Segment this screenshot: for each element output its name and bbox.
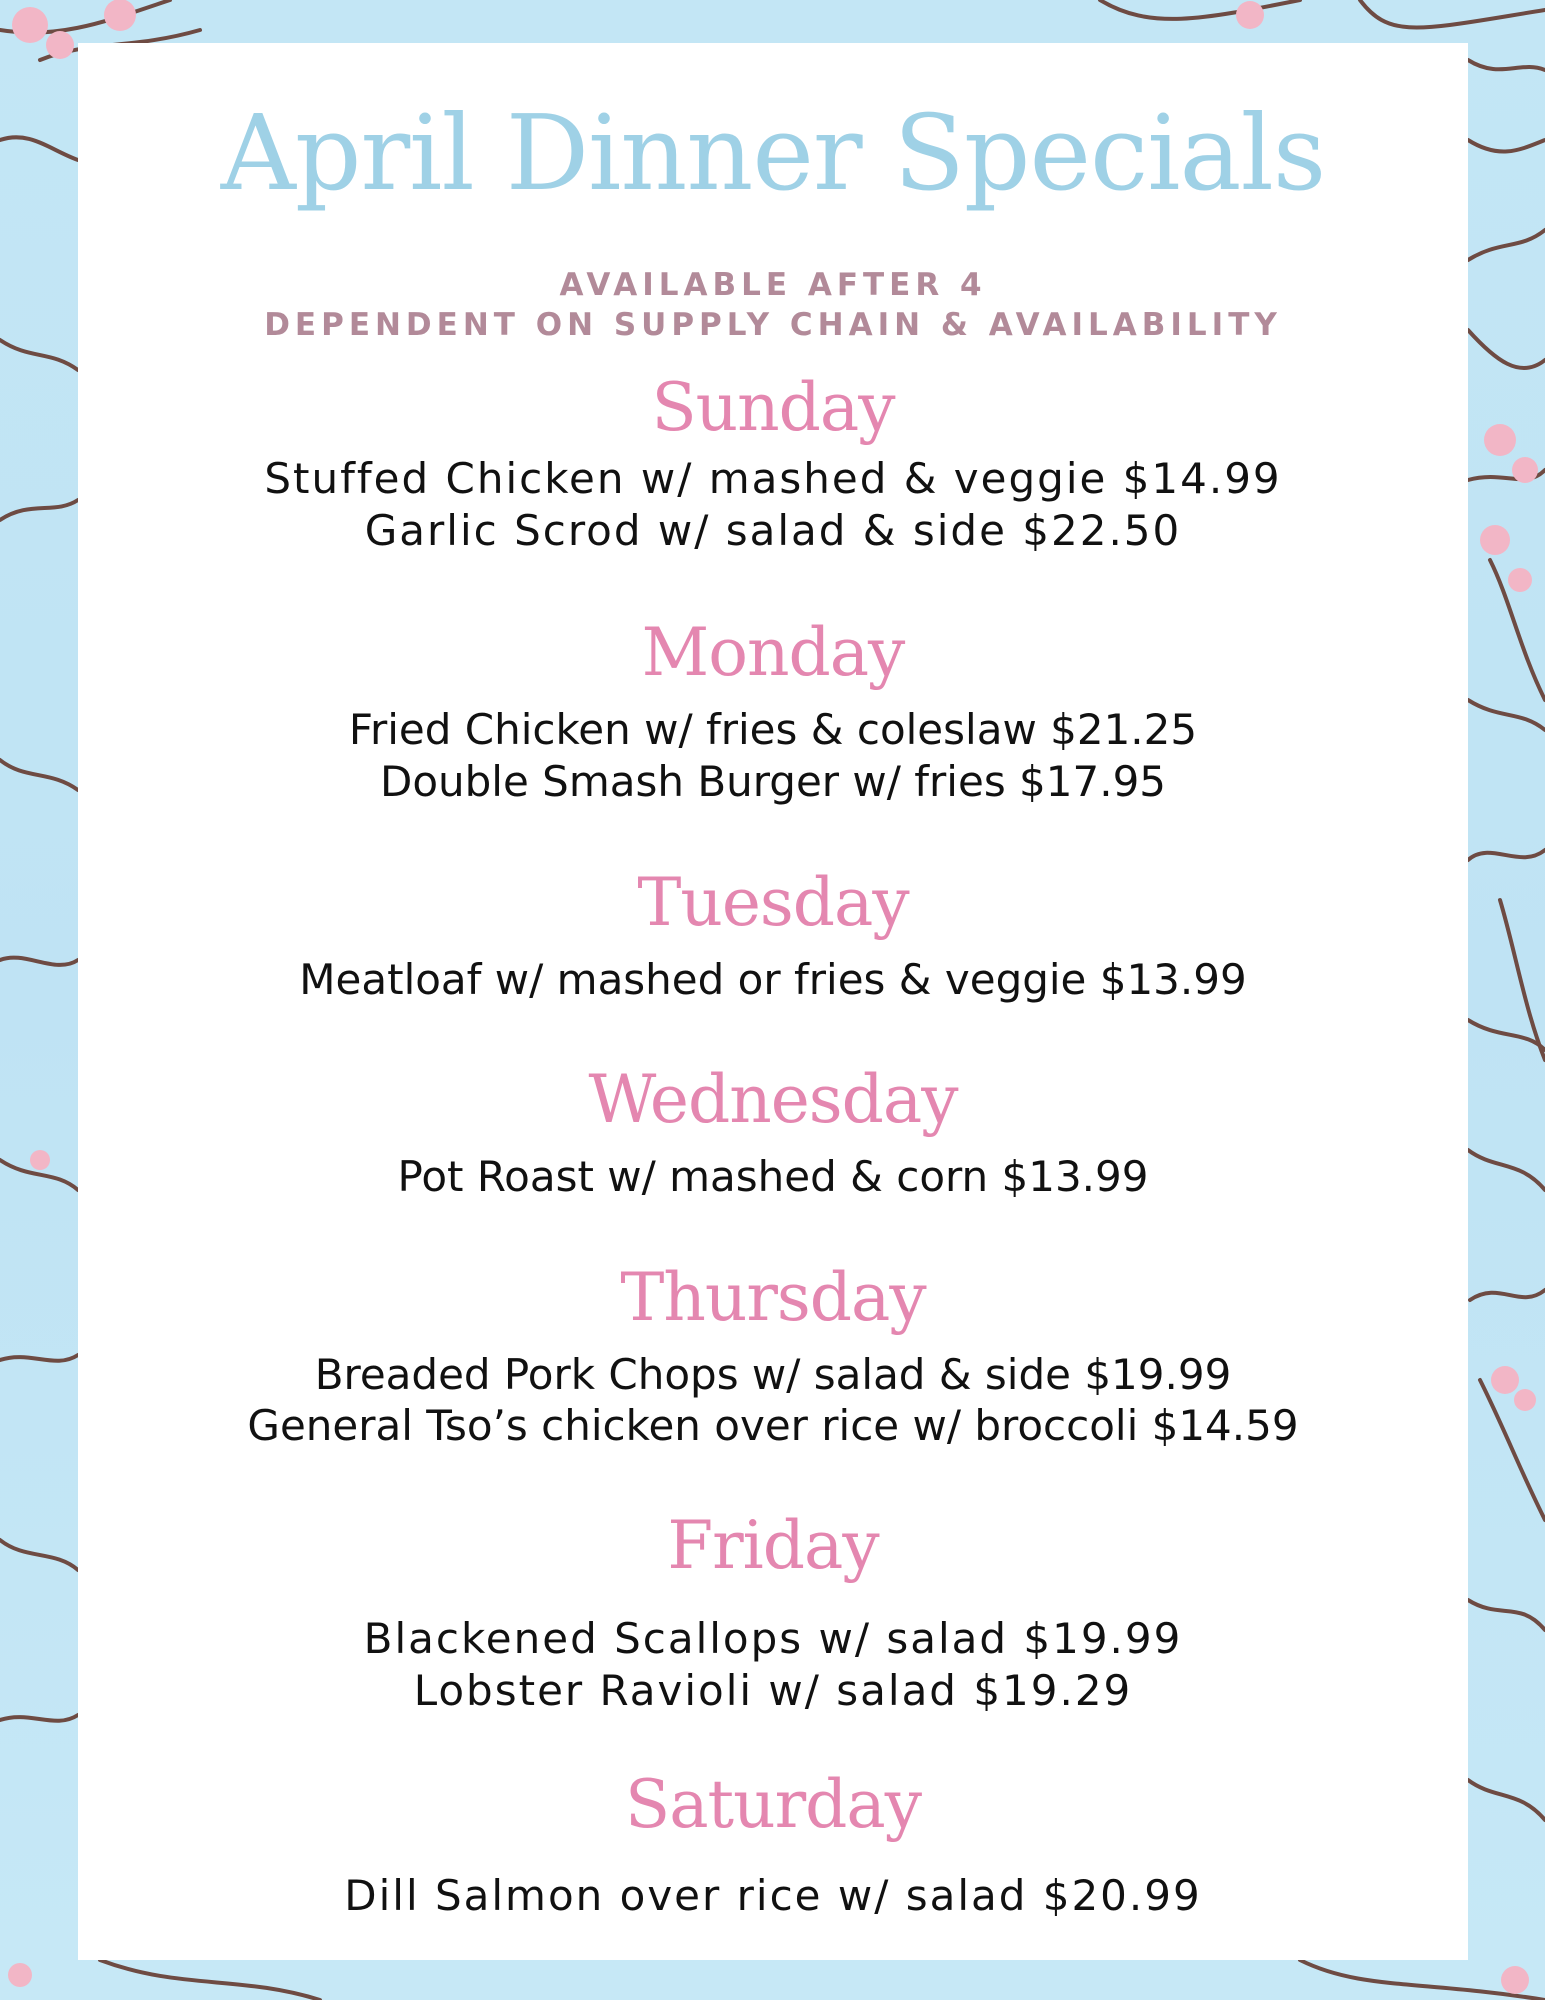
menu-item: Lobster Ravioli w/ salad $19.29: [413, 1666, 1133, 1715]
menu-item: Fried Chicken w/ fries & coleslaw $21.25: [348, 705, 1198, 754]
day-heading-wednesday: Wednesday: [588, 1061, 958, 1138]
menu-item: Dill Salmon over rice w/ salad $20.99: [344, 1871, 1202, 1920]
menu-title: April Dinner Specials: [220, 92, 1326, 214]
day-heading-friday: Friday: [667, 1507, 879, 1584]
menu-item: General Tso’s chicken over rice w/ broccoli $14.59: [247, 1401, 1299, 1450]
supply-chain-note: DEPENDENT ON SUPPLY CHAIN & AVAILABILITY: [264, 307, 1282, 343]
menu-item: Double Smash Burger w/ fries $17.95: [379, 757, 1167, 806]
day-heading-saturday: Saturday: [624, 1766, 922, 1843]
day-heading-tuesday: Tuesday: [637, 864, 909, 941]
day-heading-monday: Monday: [641, 614, 905, 691]
availability-note: AVAILABLE AFTER 4: [559, 267, 987, 303]
menu-item: Blackened Scallops w/ salad $19.99: [363, 1614, 1183, 1663]
menu-item: Breaded Pork Chops w/ salad & side $19.99: [314, 1350, 1232, 1399]
menu-item: Pot Roast w/ mashed & corn $13.99: [397, 1152, 1149, 1201]
menu-card: [78, 43, 1468, 1960]
day-heading-sunday: Sunday: [651, 369, 895, 446]
day-heading-thursday: Thursday: [620, 1259, 926, 1336]
menu-item: Garlic Scrod w/ salad & side $22.50: [364, 506, 1182, 555]
menu-item: Stuffed Chicken w/ mashed & veggie $14.99: [264, 454, 1282, 503]
menu-item: Meatloaf w/ mashed or fries & veggie $13.99: [299, 955, 1247, 1004]
